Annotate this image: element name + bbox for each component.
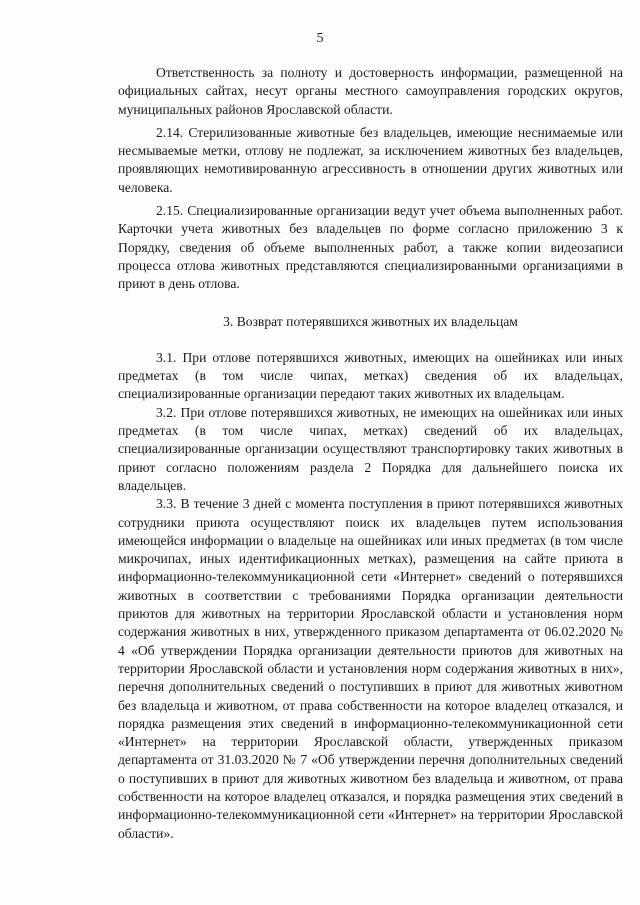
document-body (118, 64, 623, 843)
section-heading-3: 3. Возврат потерявшихся животных их владельцам (223, 313, 518, 329)
paragraph-3-1: 3.1. При отлове потерявшихся животных, имеющих на ошейниках или иных предметах (в том числе чипах, метках) сведения об их владельцах, специализированные организации передают таких животных их владельцам. (118, 349, 623, 402)
paragraph-3-2: 3.2. При отлове потерявшихся животных, не имеющих на ошейниках или иных предметах (в том числе чипах, метках) сведений об их владельцах, специализированные организации осуществляют транспортировку таких животных в приют согласно положениям раздела 2 Порядка для дальнейшего поиска их владельцев. (118, 404, 623, 493)
paragraph-3-3: 3.3. В течение 3 дней с момента поступления в приют потерявшихся животных сотрудники приюта осуществляют поиск их владельцев путем использования имеющейся информации о владельце на ошейниках или иных предметах (в том числе микрочипах, иных идентификационных метках), размещения на сайте приюта в информационно-телекоммуникационной сети «Интернет» сведений о потерявшихся животных в соответствии с требованиями Порядка организации деятельности приютов для животных на территории Ярославской области и установления норм содержания животных в них, утвержденного приказом департамента от 06.02.2020 № 4 «Об утверждении Порядка организации деятельности приютов для животных на территории Ярославской области и установления норм содержания животных в них», перечня дополнительных сведений о поступивших в приют для животных животном без владельца и животном, от права собственности на которое владелец отказался, и порядка размещения этих сведений в информационно-телекоммуникационной сети «Интернет» на территории Ярославской области, утвержденных приказом департамента от 31.03.2020 № 7 «Об утверждении перечня дополнительных сведений о поступивших в приют для животных животном без владельца и животном, от права собственности на которое владелец отказался, и порядка размещения этих сведений в информационно-телекоммуникационной сети «Интернет» на территории Ярославской области». (118, 496, 623, 841)
paragraph-2-14: 2.14. Стерилизованные животные без владельцев, имеющие неснимаемые или несмываемые метки, отлову не подлежат, за исключением животных без владельцев, проявляющих немотивированную агрессивность в отношении других животных или человека. (118, 124, 623, 195)
paragraph-2-15: 2.15. Специализированные организации ведут учет объема выполненных работ. Карточки учета животных без владельцев по форме согласно приложению 3 к Порядку, сведения об объеме выполненных работ, а также копии видеозаписи процесса отлова животных представляются специализированными организациями в приют в день отлова. (118, 203, 623, 292)
paragraph-responsibility: Ответственность за полноту и достоверность информации, размещенной на официальных сайтах, несут органы местного самоуправления городских округов, муниципальных районов Ярославской области. (118, 65, 623, 117)
page-number: 5 (316, 31, 324, 46)
